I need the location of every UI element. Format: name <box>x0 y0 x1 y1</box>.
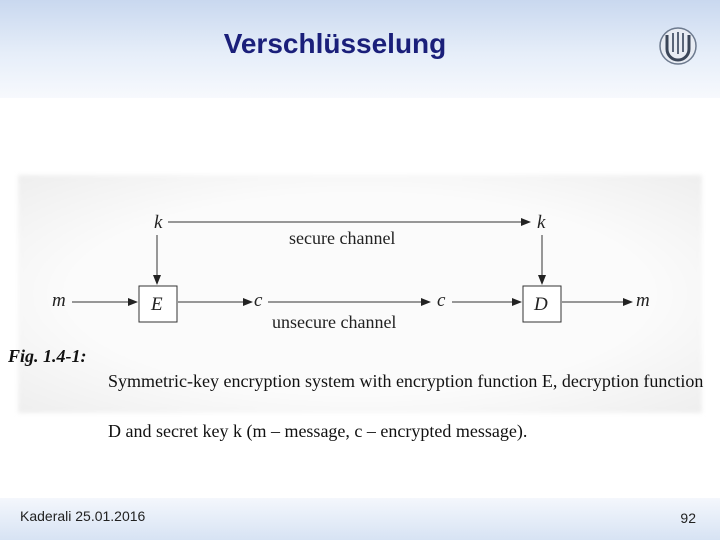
input-message-label: m <box>52 290 66 311</box>
caption-line-1: Symmetric-key encryption system with encryption function E, decryption function <box>108 371 704 391</box>
cipher-in-label: c <box>437 290 446 311</box>
secure-channel-label: secure channel <box>289 228 396 248</box>
caption-line-2: D and secret key k (m – message, c – encrypted message). <box>108 421 528 441</box>
unsecure-channel-label: unsecure channel <box>272 312 397 332</box>
caption-label: Fig. 1.4-1: <box>8 346 87 366</box>
caption-text <box>108 344 708 469</box>
key-right-label: k <box>537 212 546 233</box>
decrypt-box-label: D <box>534 294 548 315</box>
output-message-label: m <box>636 290 650 311</box>
cipher-out-label: c <box>254 290 263 311</box>
key-left-label: k <box>154 212 163 233</box>
university-logo-icon <box>658 26 698 66</box>
encrypt-box-label: E <box>151 294 163 315</box>
page-number: 92 <box>680 510 696 526</box>
footer-author-date: Kaderali 25.01.2016 <box>20 508 146 524</box>
slide-title: Verschlüsselung <box>223 28 447 59</box>
